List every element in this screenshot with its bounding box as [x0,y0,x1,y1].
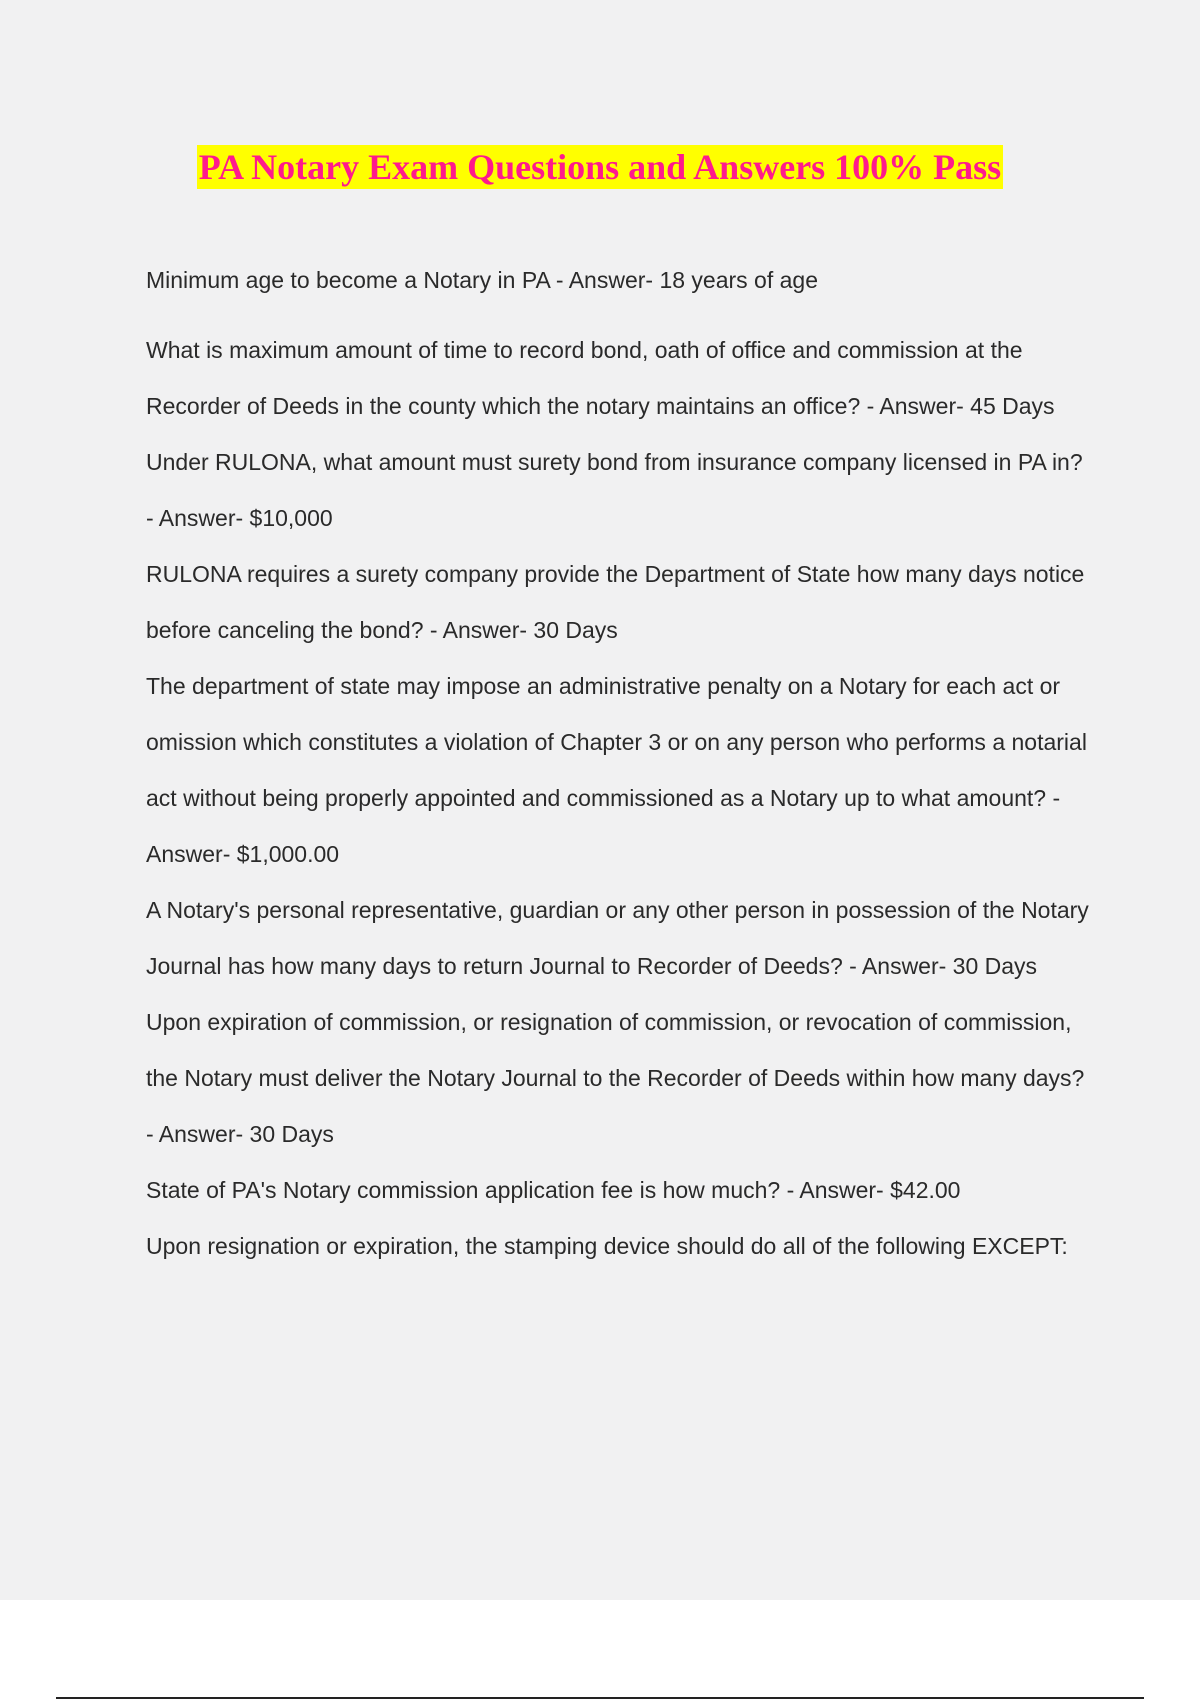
page-footer [0,1600,1200,1700]
qa-item: Minimum age to become a Notary in PA - Answer- 18 years of age [146,267,818,293]
qa-item: The department of state may impose an administrative penalty on a Notary for each act or omission which constitutes a violation of Chapter 3 or on any person who performs a notarial act without being properly appointed and commissioned as a Notary up to what amount? - Answer- $1,000.00 [146,673,1087,867]
footer-divider [56,1697,1144,1699]
qa-item: Under RULONA, what amount must surety bond from insurance company licensed in PA in? - Answer- $10,000 [146,449,1083,531]
qa-item: Upon expiration of commission, or resignation of commission, or revocation of commission, the Notary must deliver the Notary Journal to the Recorder of Deeds within how many days? - Answer- 30 Days [146,1009,1085,1147]
qa-item: State of PA's Notary commission application fee is how much? - Answer- $42.00 [146,1177,961,1203]
qa-item: Upon resignation or expiration, the stamping device should do all of the following EXCEPT: [146,1233,1068,1259]
document-title: PA Notary Exam Questions and Answers 100% Pass [198,147,1002,187]
qa-list [146,252,1096,1274]
qa-item: A Notary's personal representative, guardian or any other person in possession of the Notary Journal has how many days to return Journal to Recorder of Deeds? - Answer- 30 Days [146,897,1089,979]
title-container [0,145,1200,189]
qa-item: RULONA requires a surety company provide the Department of State how many days notice before canceling the bond? - Answer- 30 Days [146,561,1085,643]
qa-item: What is maximum amount of time to record bond, oath of office and commission at the Recorder of Deeds in the county which the notary maintains an office? - Answer- 45 Days [146,337,1055,419]
